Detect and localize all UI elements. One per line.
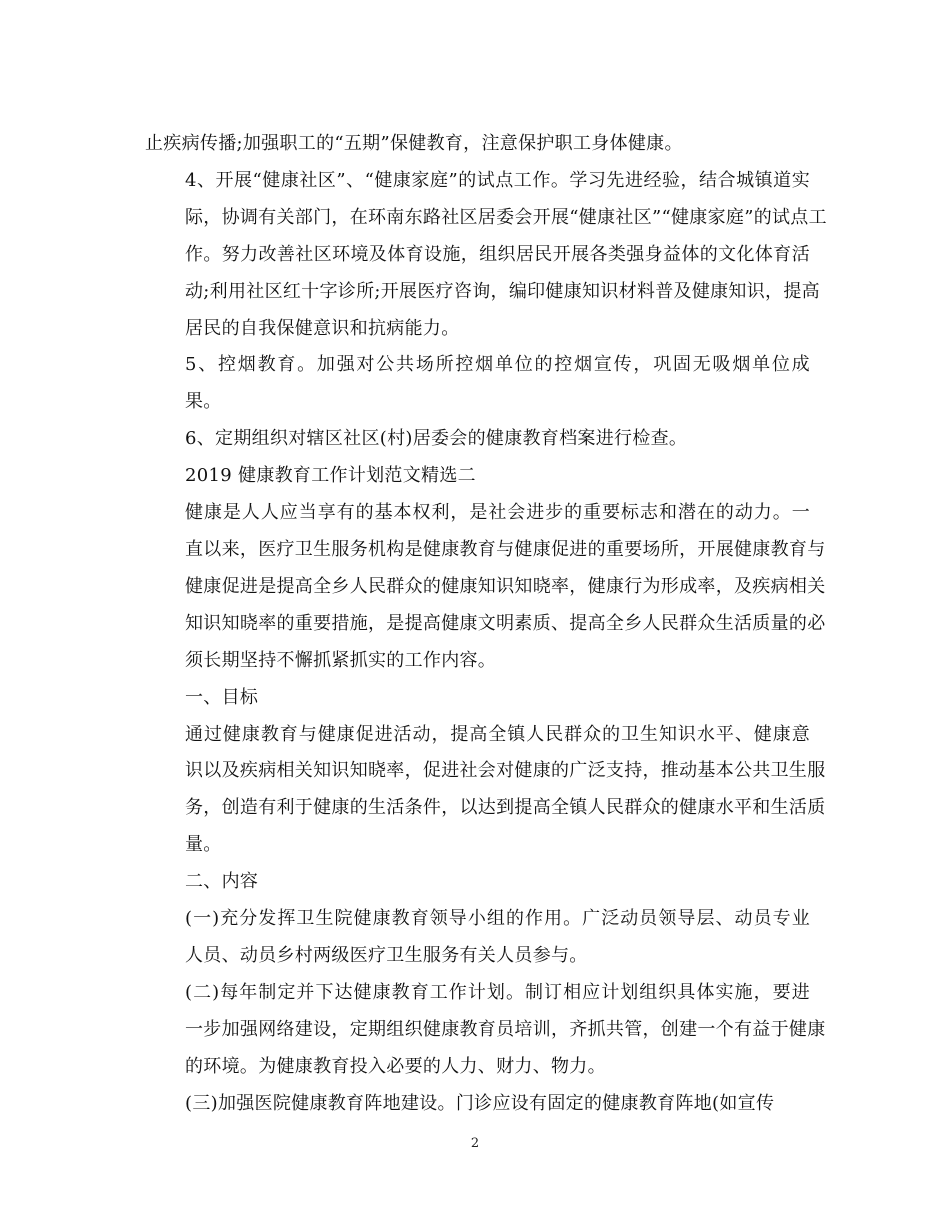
- text-line: 一、目标: [185, 686, 259, 708]
- paragraph: [145, 680, 810, 717]
- text-line: 际，协调有关部门，在环南东路社区居委会开展“健康社区”“健康家庭”的试点工: [185, 206, 827, 228]
- text-line: 5、控烟教育。加强对公共场所控烟单位的控烟宣传，巩固无吸烟单位成: [185, 354, 810, 376]
- paragraph: [145, 163, 827, 348]
- paragraph: [145, 864, 810, 901]
- paragraph: [145, 495, 826, 680]
- text-line: 6、定期组织对辖区社区(村)居委会的健康教育档案进行检查。: [185, 428, 688, 450]
- paragraph: [145, 421, 810, 458]
- text-line: 知识知晓率的重要措施，是提高健康文明素质、提高全乡人民群众生活质量的必: [185, 612, 826, 634]
- paragraph: [145, 975, 826, 1086]
- text-line: 动;利用社区红十字诊所;开展医疗咨询，编印健康知识材料普及健康知识，提高: [185, 280, 820, 302]
- text-line: 居民的自我保健意识和抗病能力。: [185, 317, 460, 339]
- text-line: 二、内容: [185, 871, 259, 893]
- text-line: (二)每年制定并下达健康教育工作计划。制订相应计划组织具体实施，要进: [185, 981, 810, 1003]
- page-number: 2: [470, 1136, 480, 1151]
- text-line: 健康是人人应当享有的基本权利，是社会进步的重要标志和潜在的动力。一: [185, 502, 810, 524]
- paragraph: [145, 717, 826, 865]
- text-line: (三)加强医院健康教育阵地建设。门诊应设有固定的健康教育阵地(如宣传: [185, 1092, 775, 1114]
- paragraph: [145, 458, 810, 495]
- paragraph: [145, 347, 810, 421]
- text-line: 果。: [185, 391, 222, 413]
- text-line: 一步加强网络建设，定期组织健康教育员培训，齐抓共管，创建一个有益于健康: [185, 1018, 826, 1040]
- text-line: 健康促进是提高全乡人民群众的健康知识知晓率，健康行为形成率，及疾病相关: [185, 575, 826, 597]
- text-line: 的环境。为健康教育投入必要的人力、财力、物力。: [185, 1055, 606, 1077]
- text-line: 通过健康教育与健康促进活动，提高全镇人民群众的卫生知识水平、健康意: [185, 723, 810, 745]
- text-line: 务，创造有利于健康的生活条件，以达到提高全镇人民群众的健康水平和生活质: [185, 797, 826, 819]
- text-line: 作。努力改善社区环境及体育设施，组织居民开展各类强身益体的文化体育活: [185, 243, 810, 265]
- paragraph: [145, 901, 810, 975]
- text-line: (一)充分发挥卫生院健康教育领导小组的作用。广泛动员领导层、动员专业: [185, 908, 810, 930]
- text-line: 人员、动员乡村两级医疗卫生服务有关人员参与。: [185, 944, 588, 966]
- text-line: 2019 健康教育工作计划范文精选二: [185, 465, 476, 487]
- paragraph: [145, 1086, 810, 1123]
- text-line: 量。: [185, 834, 222, 856]
- text-line: 4、开展“健康社区”、“健康家庭”的试点工作。学习先进经验，结合城镇道实: [185, 169, 810, 191]
- text-line: 止疾病传播;加强职工的“五期”保健教育，注意保护职工身体健康。: [145, 133, 683, 154]
- text-line: 须长期坚持不懈抓紧抓实的工作内容。: [185, 649, 497, 671]
- paragraph: [145, 126, 810, 163]
- document-body: [145, 126, 827, 1122]
- text-line: 识以及疾病相关知识知晓率，促进社会对健康的广泛支持，推动基本公共卫生服: [185, 760, 826, 782]
- text-line: 直以来，医疗卫生服务机构是健康教育与健康促进的重要场所，开展健康教育与: [185, 538, 826, 560]
